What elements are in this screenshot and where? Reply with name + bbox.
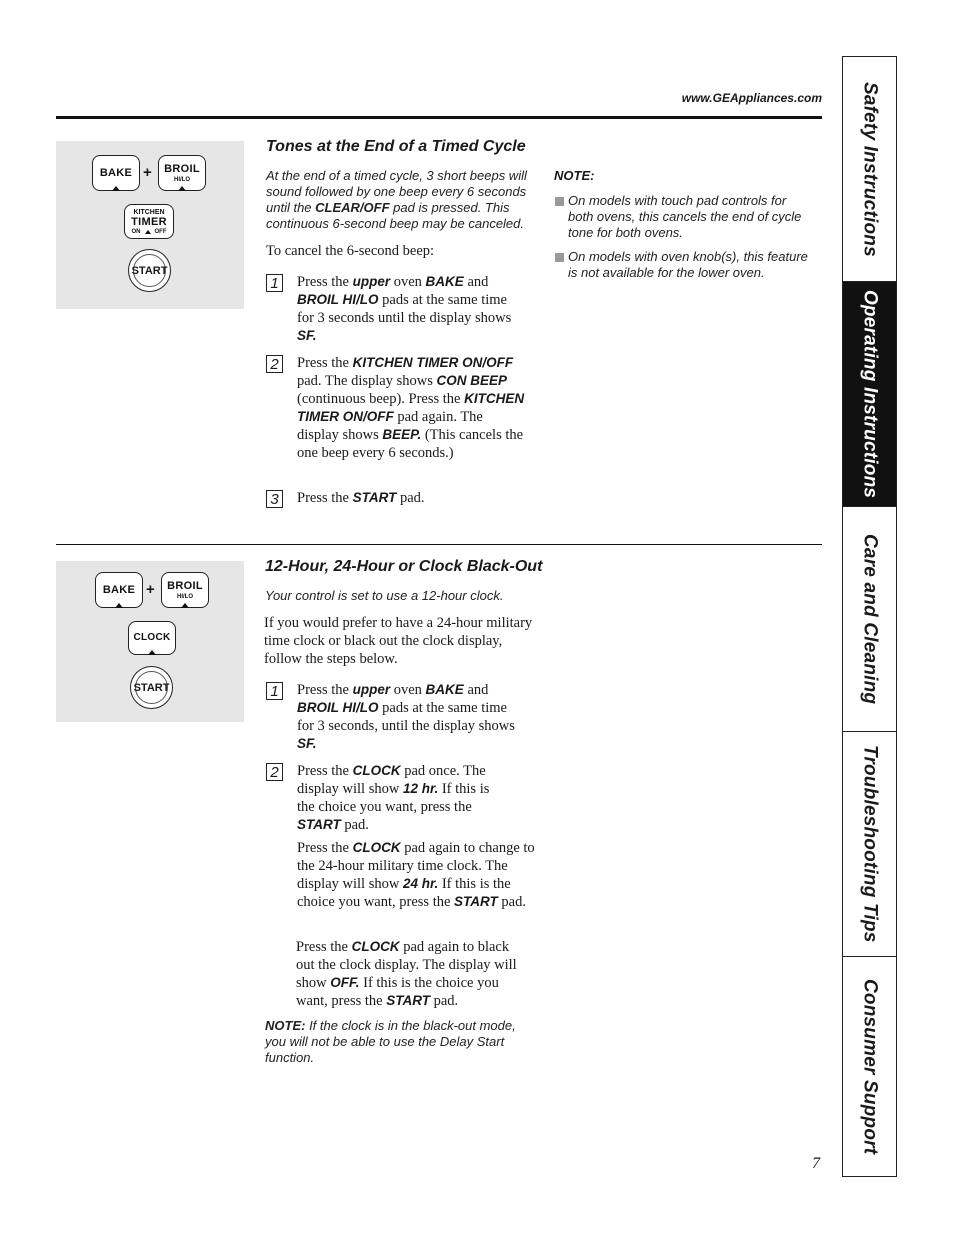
clock-24hr-paragraph: Press the CLOCK pad again to change to the 24-hour military time clock. The display will show 24 hr. If this is the choice you want, press the START pad. xyxy=(297,840,535,910)
pad-sublabel: HI/LO xyxy=(174,176,190,183)
step-text: Press the START pad. xyxy=(297,490,425,506)
clock-note: NOTE: If the clock is in the black-out mode, you will not be able to use the Delay Start function. xyxy=(265,1018,516,1065)
tab-label: Consumer Support xyxy=(859,978,881,1155)
tab-label: Safety Instructions xyxy=(859,81,881,257)
pad-label: BAKE xyxy=(102,583,136,596)
step-text: Press the KITCHEN TIMER ON/OFF pad. The display shows CON BEEP (continuous beep). Press the KITCHEN TIMER ON/OFF pad again. The display shows BEEP. (This cancels the one beep every 6 seconds.) xyxy=(297,355,525,461)
pad-label: START xyxy=(133,254,166,287)
tab-consumer-support[interactable] xyxy=(843,957,896,1176)
start-pad-icon xyxy=(128,249,171,292)
step-number: 3 xyxy=(266,490,283,508)
broil-pad-icon xyxy=(158,155,206,191)
cancel-lead-text: To cancel the 6-second beep: xyxy=(266,243,435,259)
tab-label: Care and Cleaning xyxy=(859,533,881,705)
clock-lead-text: If you would prefer to have a 24-hour military time clock or black out the clock display, follow the steps below. xyxy=(264,615,533,667)
clock-pad-icon xyxy=(128,621,176,655)
broil-pad-icon xyxy=(161,572,209,608)
tab-troubleshooting-tips[interactable] xyxy=(843,732,896,957)
step-text: Press the CLOCK pad once. The display will show 12 hr. If this is the choice you want, press the START pad. xyxy=(297,763,490,833)
pad-illustration-2 xyxy=(56,561,244,722)
step-number: 1 xyxy=(266,274,283,292)
clock-blackout-paragraph: Press the CLOCK pad again to black out the clock display. The display will show OFF. If this is the choice you want, press the START pad. xyxy=(296,939,517,1009)
tab-care-and-cleaning[interactable] xyxy=(843,507,896,732)
step-text: Press the upper oven BAKE and BROIL HI/LO pads at the same time for 3 seconds until the display shows SF. xyxy=(297,274,512,343)
tab-operating-instructions[interactable] xyxy=(843,282,896,507)
step-text: Press the upper oven BAKE and BROIL HI/LO pads at the same time for 3 seconds, until the display shows SF. xyxy=(297,682,515,751)
tab-safety-instructions[interactable] xyxy=(843,57,896,282)
bake-pad-icon xyxy=(95,572,143,608)
section-title-clock: 12-Hour, 24-Hour or Clock Black-Out xyxy=(265,558,543,575)
pad-label: START xyxy=(135,671,168,704)
pad-sublabel: HI/LO xyxy=(177,593,193,600)
section-tabs xyxy=(842,56,897,1177)
tab-label: Operating Instructions xyxy=(859,289,881,499)
pad-off-label: OFF xyxy=(154,228,167,235)
website-url: www.GEAppliances.com xyxy=(681,91,822,105)
bullet-icon xyxy=(555,197,564,206)
bake-pad-icon xyxy=(92,155,140,191)
step-number: 2 xyxy=(266,763,283,781)
section-intro-tones: At the end of a timed cycle, 3 short beeps will sound followed by one beep every 6 seconds until the CLEAR/OFF pad is pressed. This continuous 6-second beep may be canceled. xyxy=(266,168,527,231)
plus-sign: + xyxy=(143,164,152,181)
page-number: 7 xyxy=(812,1155,820,1172)
section-intro-clock: Your control is set to use a 12-hour clock. xyxy=(265,588,504,603)
pad-label: BROIL xyxy=(167,579,203,592)
section-divider xyxy=(56,544,822,545)
pad-toplabel: KITCHEN xyxy=(133,208,165,216)
pad-label: TIMER xyxy=(131,215,167,228)
note-item: On models with touch pad controls for both ovens, this cancels the end of cycle tone for both ovens. xyxy=(568,193,802,240)
top-rule xyxy=(56,116,822,119)
bullet-icon xyxy=(555,253,564,262)
pad-on-label: ON xyxy=(131,228,141,235)
start-pad-icon xyxy=(130,666,173,709)
kitchen-timer-pad-icon xyxy=(124,204,174,239)
pad-label: BROIL xyxy=(164,162,200,175)
note-heading: NOTE: xyxy=(554,168,595,183)
pad-label: CLOCK xyxy=(133,632,171,643)
step-number: 2 xyxy=(266,355,283,373)
step-number: 1 xyxy=(266,682,283,700)
note-item: On models with oven knob(s), this feature is not available for the lower oven. xyxy=(568,249,808,280)
plus-sign: + xyxy=(146,581,155,598)
pad-illustration-1 xyxy=(56,141,244,309)
section-title-tones: Tones at the End of a Timed Cycle xyxy=(266,138,526,155)
pad-label: BAKE xyxy=(99,166,133,179)
tab-label: Troubleshooting Tips xyxy=(859,745,881,943)
